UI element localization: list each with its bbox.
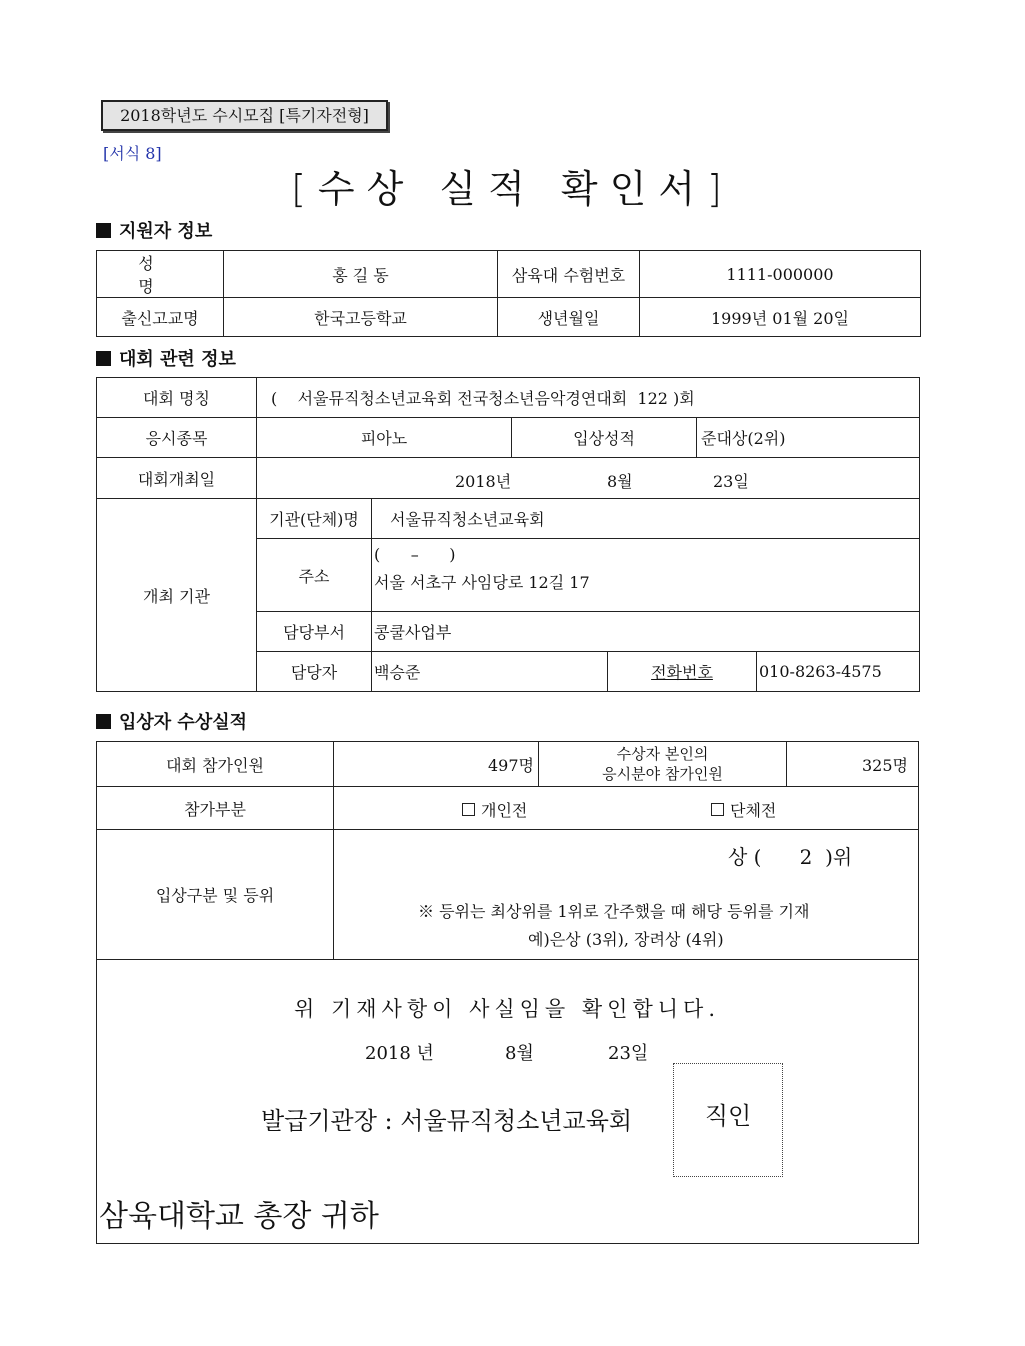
individual-option[interactable]: 개인전 (462, 798, 527, 821)
confirm-day: 23일 (608, 1042, 649, 1064)
section-award-heading: 입상자 수상실적 (96, 708, 247, 734)
addressee: 삼육대학교 총장 귀하 (99, 1198, 379, 1234)
applicant-name: 홍 길 동 (224, 251, 498, 298)
issuer: 발급기관장 : 서울뮤직청소년교육회 (261, 1106, 633, 1135)
square-bullet-icon (96, 351, 111, 366)
address: 서울 서초구 사임당로 12길 17 (374, 573, 590, 592)
event: 피아노 (257, 418, 512, 458)
rank-note: ※ 등위는 최상위를 1위로 간주했을 때 해당 등위를 기재 (418, 901, 810, 921)
address-cell (372, 539, 920, 612)
page-title: [수상 실적 확인서] (291, 167, 734, 211)
contest-date (257, 458, 920, 499)
square-bullet-icon (96, 223, 111, 238)
org-name: 서울뮤직청소년교육회 (372, 499, 920, 539)
contact-label: 담당자 (257, 652, 372, 692)
address-label: 주소 (257, 539, 372, 612)
result: 준대상(2위) (697, 418, 920, 458)
event-label: 응시종목 (97, 418, 257, 458)
result-label: 입상성적 (512, 418, 697, 458)
birth-label: 생년월일 (498, 298, 640, 337)
field-participants-label: 수상자 본인의 응시분야 참가인원 (539, 742, 787, 787)
dept-label: 담당부서 (257, 612, 372, 652)
contest-name-label: 대회 명칭 (97, 378, 257, 418)
field-participants: 325명 (787, 742, 919, 787)
school-name: 한국고등학교 (224, 298, 498, 337)
phone: 010-8263-4575 (757, 652, 920, 692)
checkbox-icon[interactable] (462, 803, 475, 816)
birth-date: 1999년 01월 20일 (640, 298, 921, 337)
award-table (96, 741, 919, 1244)
rank-label: 입상구분 및 등위 (97, 830, 334, 960)
org-label: 기관(단체)명 (257, 499, 372, 539)
form-number: [서식 8] (103, 144, 162, 163)
seal-box: 직인 (673, 1063, 783, 1177)
contest-day: 23일 (713, 472, 749, 491)
division-label: 참가부분 (97, 787, 334, 830)
contest-month: 8월 (607, 472, 633, 491)
contest-table (96, 377, 920, 692)
team-option[interactable]: 단체전 (711, 798, 776, 821)
section-contest-heading: 대회 관련 정보 (96, 345, 236, 371)
phone-label: 전화번호 (608, 652, 757, 692)
admission-type-box: 2018학년도 수시모집 [특기자전형] (101, 100, 388, 131)
exam-no-label: 삼육대 수험번호 (498, 251, 640, 298)
participants-label: 대회 참가인원 (97, 742, 334, 787)
section-applicant-heading: 지원자 정보 (96, 217, 212, 243)
dept: 콩쿨사업부 (372, 612, 920, 652)
rank-line: 상 ( 2 )위 (728, 844, 853, 869)
division-options (334, 787, 919, 830)
square-bullet-icon (96, 714, 111, 729)
name-label: 성 명 (97, 251, 224, 298)
exam-no: 1111-000000 (640, 251, 921, 298)
host-label: 개최 기관 (97, 499, 257, 692)
confirm-statement: 위 기재사항이 사실임을 확인합니다. (294, 996, 720, 1021)
participants: 497명 (334, 742, 539, 787)
contest-year: 2018년 (455, 472, 512, 491)
contest-date-label: 대회개최일 (97, 458, 257, 499)
rank-cell (334, 830, 919, 960)
checkbox-icon[interactable] (711, 803, 724, 816)
contact: 백승준 (372, 652, 608, 692)
contest-name: ( 서울뮤직청소년교육회 전국청소년음악경연대회 122 )회 (257, 378, 920, 418)
confirm-month: 8월 (505, 1042, 534, 1064)
confirmation-cell (97, 960, 919, 1244)
school-label: 출신고교명 (97, 298, 224, 337)
applicant-table (96, 250, 921, 337)
address-postcode: ( – ) (374, 545, 456, 564)
confirm-year: 2018 년 (365, 1042, 434, 1064)
rank-example: 예)은상 (3위), 장려상 (4위) (528, 929, 724, 949)
